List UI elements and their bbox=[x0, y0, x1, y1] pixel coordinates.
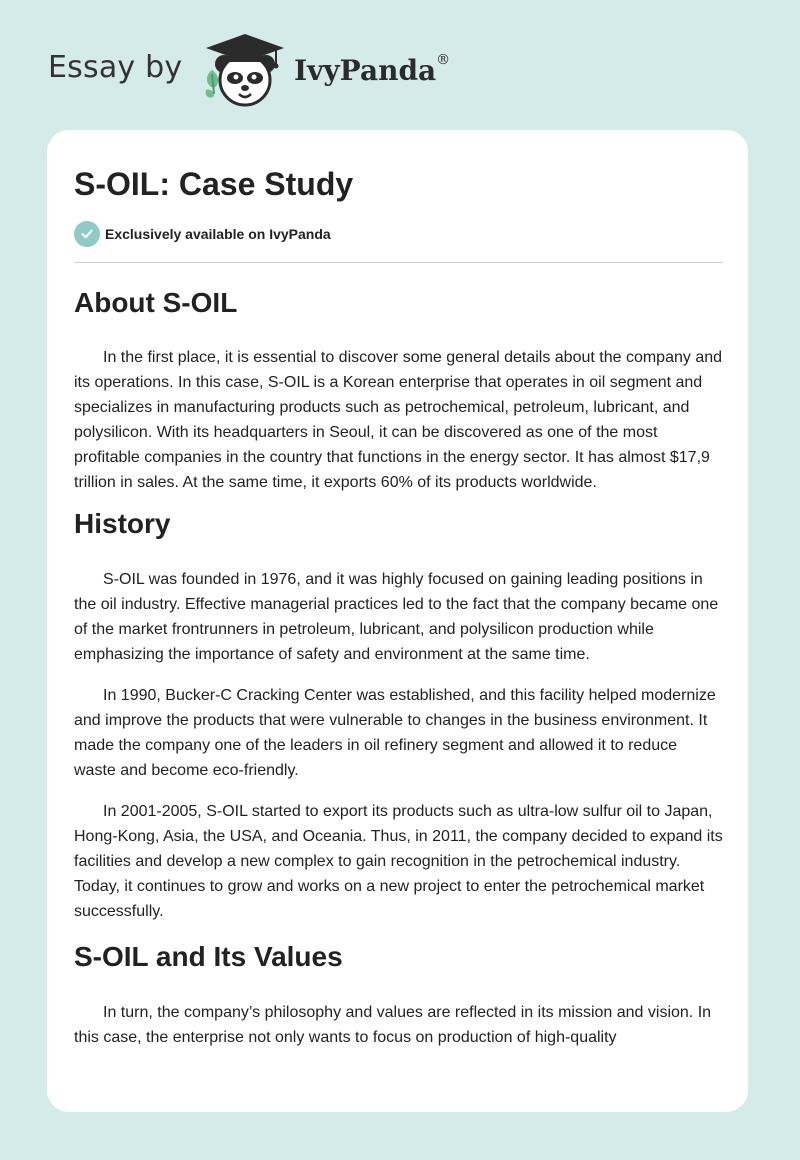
article-content bbox=[74, 164, 723, 1050]
check-icon bbox=[74, 221, 100, 247]
paragraph: In the first place, it is essential to discover some general details about the company and its operations. In this case, S-OIL is a Korean enterprise that operates in oil segment and specializes in manufacturing products such as petrochemical, petroleum, lubricant, and polysilicon. With its headquarters in Seoul, it can be discovered as one of the most profitable companies in the country that functions in the energy sector. It has almost $17,9 trillion in sales. At the same time, it exports 60% of its products worldwide. bbox=[74, 349, 723, 491]
exclusive-badge bbox=[74, 221, 723, 247]
paragraph: In turn, the company’s philosophy and values are reflected in its mission and vision. In this case, the enterprise not only wants to focus on production of high-quality bbox=[74, 1004, 712, 1046]
site-header bbox=[48, 30, 648, 110]
brand-name-text: IvyPanda bbox=[294, 54, 437, 87]
paragraph: In 2001-2005, S-OIL started to export its products such as ultra-low sulfur oil to Japan, Hong-Kong, Asia, the USA, and Oceania. Thus, in 2011, the company decided to expand its facilities and develop a new complex to gain recognition in the petrochemical industry. Today, it continues to grow and works on a new project to enter the petrochemical market successfully. bbox=[74, 803, 723, 920]
exclusive-badge-text: Exclusively available on IvyPanda bbox=[105, 226, 331, 242]
paragraph: S-OIL was founded in 1976, and it was highly focused on gaining leading positions in the oil industry. Effective managerial practices led to the fact that the company became one of the market frontrunners in petroleum, lubricant, and polysilicon production while emphasizing the importance of safety and environment at the same time. bbox=[74, 571, 719, 663]
article-card bbox=[47, 130, 748, 1112]
title-divider bbox=[74, 262, 723, 263]
panda-logo-icon[interactable] bbox=[202, 30, 288, 110]
section-heading-history: History bbox=[74, 508, 171, 539]
essay-by-label: Essay by bbox=[48, 50, 183, 85]
article-title: S-OIL: Case Study bbox=[74, 166, 354, 202]
section-heading-values: S-OIL and Its Values bbox=[74, 941, 343, 972]
paragraph: In 1990, Bucker-C Cracking Center was established, and this facility helped modernize and improve the products that were vulnerable to changes in the business environment. It made the company one of the leaders in oil refinery segment and allowed it to reduce waste and become eco-friendly. bbox=[74, 687, 716, 779]
registered-mark: ® bbox=[436, 52, 451, 68]
brand-name[interactable] bbox=[294, 54, 450, 87]
section-heading-about: About S-OIL bbox=[74, 287, 238, 318]
